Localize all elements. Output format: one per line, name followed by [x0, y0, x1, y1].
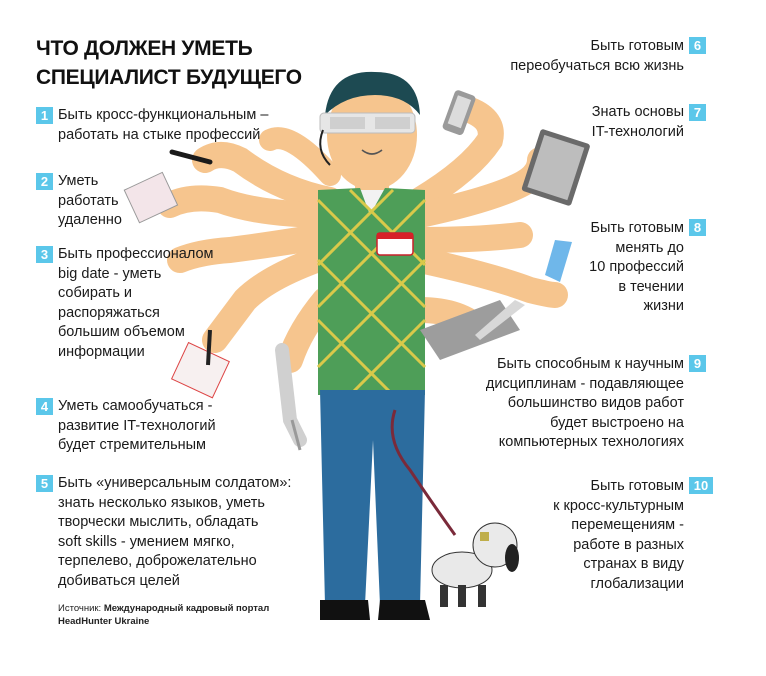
item-9 — [486, 355, 684, 453]
item-6-number: 6 — [689, 37, 706, 54]
vr-glasses-icon — [320, 113, 415, 133]
item-8-number: 8 — [689, 219, 706, 236]
item-1-number: 1 — [36, 107, 53, 124]
item-10-number: 10 — [689, 477, 713, 494]
item-6 — [510, 37, 684, 76]
item-5 — [58, 474, 291, 591]
item-4 — [58, 397, 216, 456]
item-10 — [553, 477, 684, 594]
item-6-text: Быть готовым переобучаться всю жизнь — [510, 38, 684, 74]
item-2 — [58, 172, 122, 231]
item-7 — [592, 103, 684, 142]
source-line-2: HeadHunter Ukraine — [58, 616, 150, 627]
source-text: Международный кадровый портал — [103, 603, 270, 614]
tablet-icon — [521, 129, 591, 207]
item-4-text: Уметь самообучаться - развитие IT-технологий будет стремительным — [58, 398, 216, 453]
robot-dog-icon — [432, 523, 519, 607]
item-8 — [589, 219, 684, 317]
trousers — [320, 390, 430, 620]
item-1 — [58, 106, 268, 145]
item-3 — [58, 245, 214, 362]
title-line-2: СПЕЦИАЛИСТ БУДУЩЕГО — [36, 66, 302, 89]
item-4-number: 4 — [36, 398, 53, 415]
item-3-number: 3 — [36, 246, 53, 263]
item-9-number: 9 — [689, 355, 706, 372]
source-label: Источник: — [58, 603, 102, 614]
name-badge — [377, 233, 413, 255]
item-2-text: Уметь работать удаленно — [58, 173, 122, 228]
item-2-number: 2 — [36, 173, 53, 190]
head — [325, 72, 420, 204]
item-9-text: Быть способным к научным дисциплинам - подавляющее большинство видов работ будет выстроено на компьютерных технологиях — [485, 356, 684, 450]
item-7-text: Знать основы IT-технологий — [591, 104, 684, 140]
item-5-number: 5 — [36, 475, 53, 492]
item-7-number: 7 — [689, 104, 706, 121]
item-1-text: Быть кросс-функциональным – работать на стыке профессий — [58, 107, 269, 143]
vest — [318, 188, 425, 395]
item-10-text: Быть готовым к кросс-культурным перемещениям - работе в разных странах в виду глобализации — [553, 478, 684, 592]
flashlight-icon — [545, 240, 572, 282]
item-5-text: Быть «универсальным солдатом»: знать несколько языков, уметь творчески мыслить, обладать soft skills - умением мягко, терпелево, доброжелательно добиваться целей — [58, 475, 292, 589]
source-note — [58, 602, 269, 628]
item-3-text: Быть профессионалом big date - уметь собирать и распоряжаться большим объемом информации — [58, 246, 214, 360]
page-title — [36, 34, 302, 92]
title-line-1: ЧТО ДОЛЖЕН УМЕТЬ — [36, 37, 253, 60]
item-8-text: Быть готовым менять до 10 профессий в течении жизни — [589, 220, 684, 314]
